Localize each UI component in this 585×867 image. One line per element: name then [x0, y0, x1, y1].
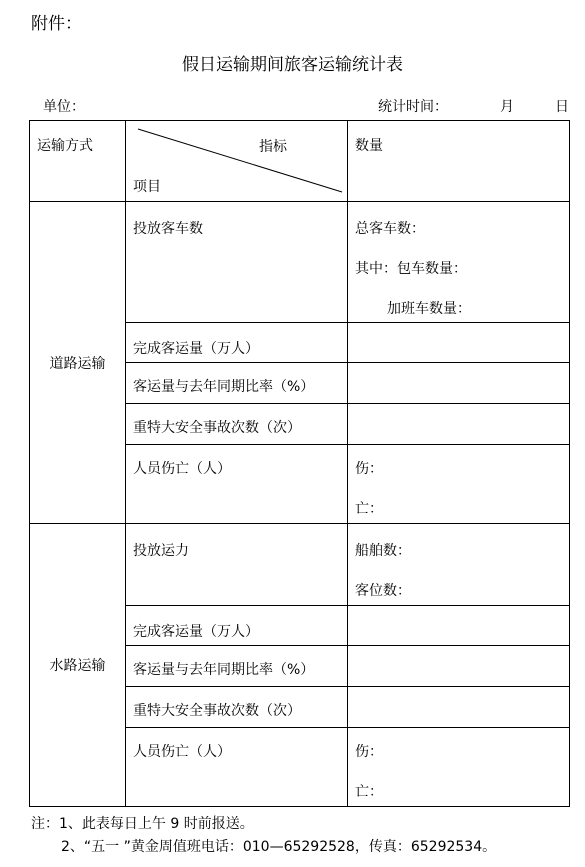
stat-time-label: 统计时间： — [378, 99, 448, 115]
road-row4-item — [126, 404, 348, 445]
road-row3-quantity — [348, 363, 570, 404]
note-2: 2、“五一 ”黄金周值班电话：010—65292528，传真：65292534。 — [61, 839, 497, 855]
road-extra-buses: 加班车数量： — [387, 301, 471, 317]
header-item-label: 项目 — [133, 179, 161, 195]
road-row4-item-text: 重特大安全事故次数（次） — [133, 420, 301, 436]
day-label: 日 — [555, 99, 569, 115]
note-1: 注：1、此表每日上午 9 时前报送。 — [31, 816, 254, 832]
water-row5-item — [126, 728, 348, 807]
water-row1-quantity — [348, 524, 570, 606]
month-label: 月 — [500, 99, 514, 115]
water-row2-item-text: 完成客运量（万人） — [133, 624, 259, 640]
water-ships: 船舶数： — [355, 543, 411, 559]
water-row4-quantity — [348, 687, 570, 728]
road-mode-cell — [30, 202, 126, 524]
header-quantity-cell — [348, 121, 570, 202]
road-mode-label: 道路运输 — [49, 355, 106, 372]
header-indicator-label: 指标 — [259, 139, 287, 155]
road-row3-item-text: 客运量与去年同期比率（%） — [133, 379, 315, 395]
water-row1-item — [126, 524, 348, 606]
attachment-label: 附件： — [31, 14, 82, 34]
water-seats: 客位数： — [355, 583, 411, 599]
water-mode-cell — [30, 524, 126, 807]
water-injured: 伤： — [355, 744, 383, 760]
road-row1-item-text: 投放客车数 — [133, 221, 203, 237]
road-total-buses: 总客车数： — [355, 221, 425, 237]
water-row5-quantity — [348, 728, 570, 807]
water-row1-item-text: 投放运力 — [133, 543, 189, 559]
road-injured: 伤： — [355, 461, 383, 477]
water-row2-item — [126, 606, 348, 646]
road-row3-item — [126, 363, 348, 404]
form-title: 假日运输期间旅客运输统计表 — [182, 55, 403, 75]
statistics-table — [29, 120, 570, 807]
road-row2-item-text: 完成客运量（万人） — [133, 341, 259, 357]
water-row2-quantity — [348, 606, 570, 646]
water-row3-quantity — [348, 646, 570, 687]
water-row4-item — [126, 687, 348, 728]
water-row4-item-text: 重特大安全事故次数（次） — [133, 703, 301, 719]
water-dead: 亡： — [355, 784, 383, 800]
road-row2-item — [126, 323, 348, 363]
road-row4-quantity — [348, 404, 570, 445]
water-row3-item-text: 客运量与去年同期比率（%） — [133, 662, 315, 678]
header-diagonal-cell — [126, 121, 348, 202]
road-dead: 亡： — [355, 501, 383, 517]
road-row2-quantity — [348, 323, 570, 363]
water-row5-item-text: 人员伤亡（人） — [133, 744, 231, 760]
unit-label: 单位： — [43, 99, 85, 115]
header-mode-label: 运输方式 — [37, 138, 93, 154]
road-row1-quantity — [348, 202, 570, 323]
road-row5-item — [126, 445, 348, 524]
road-row5-quantity — [348, 445, 570, 524]
header-quantity-label: 数量 — [355, 138, 383, 154]
road-row1-item — [126, 202, 348, 323]
water-mode-label: 水路运输 — [49, 658, 106, 674]
header-mode-cell — [30, 121, 126, 202]
road-charter-buses: 其中：包车数量： — [355, 261, 467, 277]
water-row3-item — [126, 646, 348, 687]
road-row5-item-text: 人员伤亡（人） — [133, 461, 231, 477]
